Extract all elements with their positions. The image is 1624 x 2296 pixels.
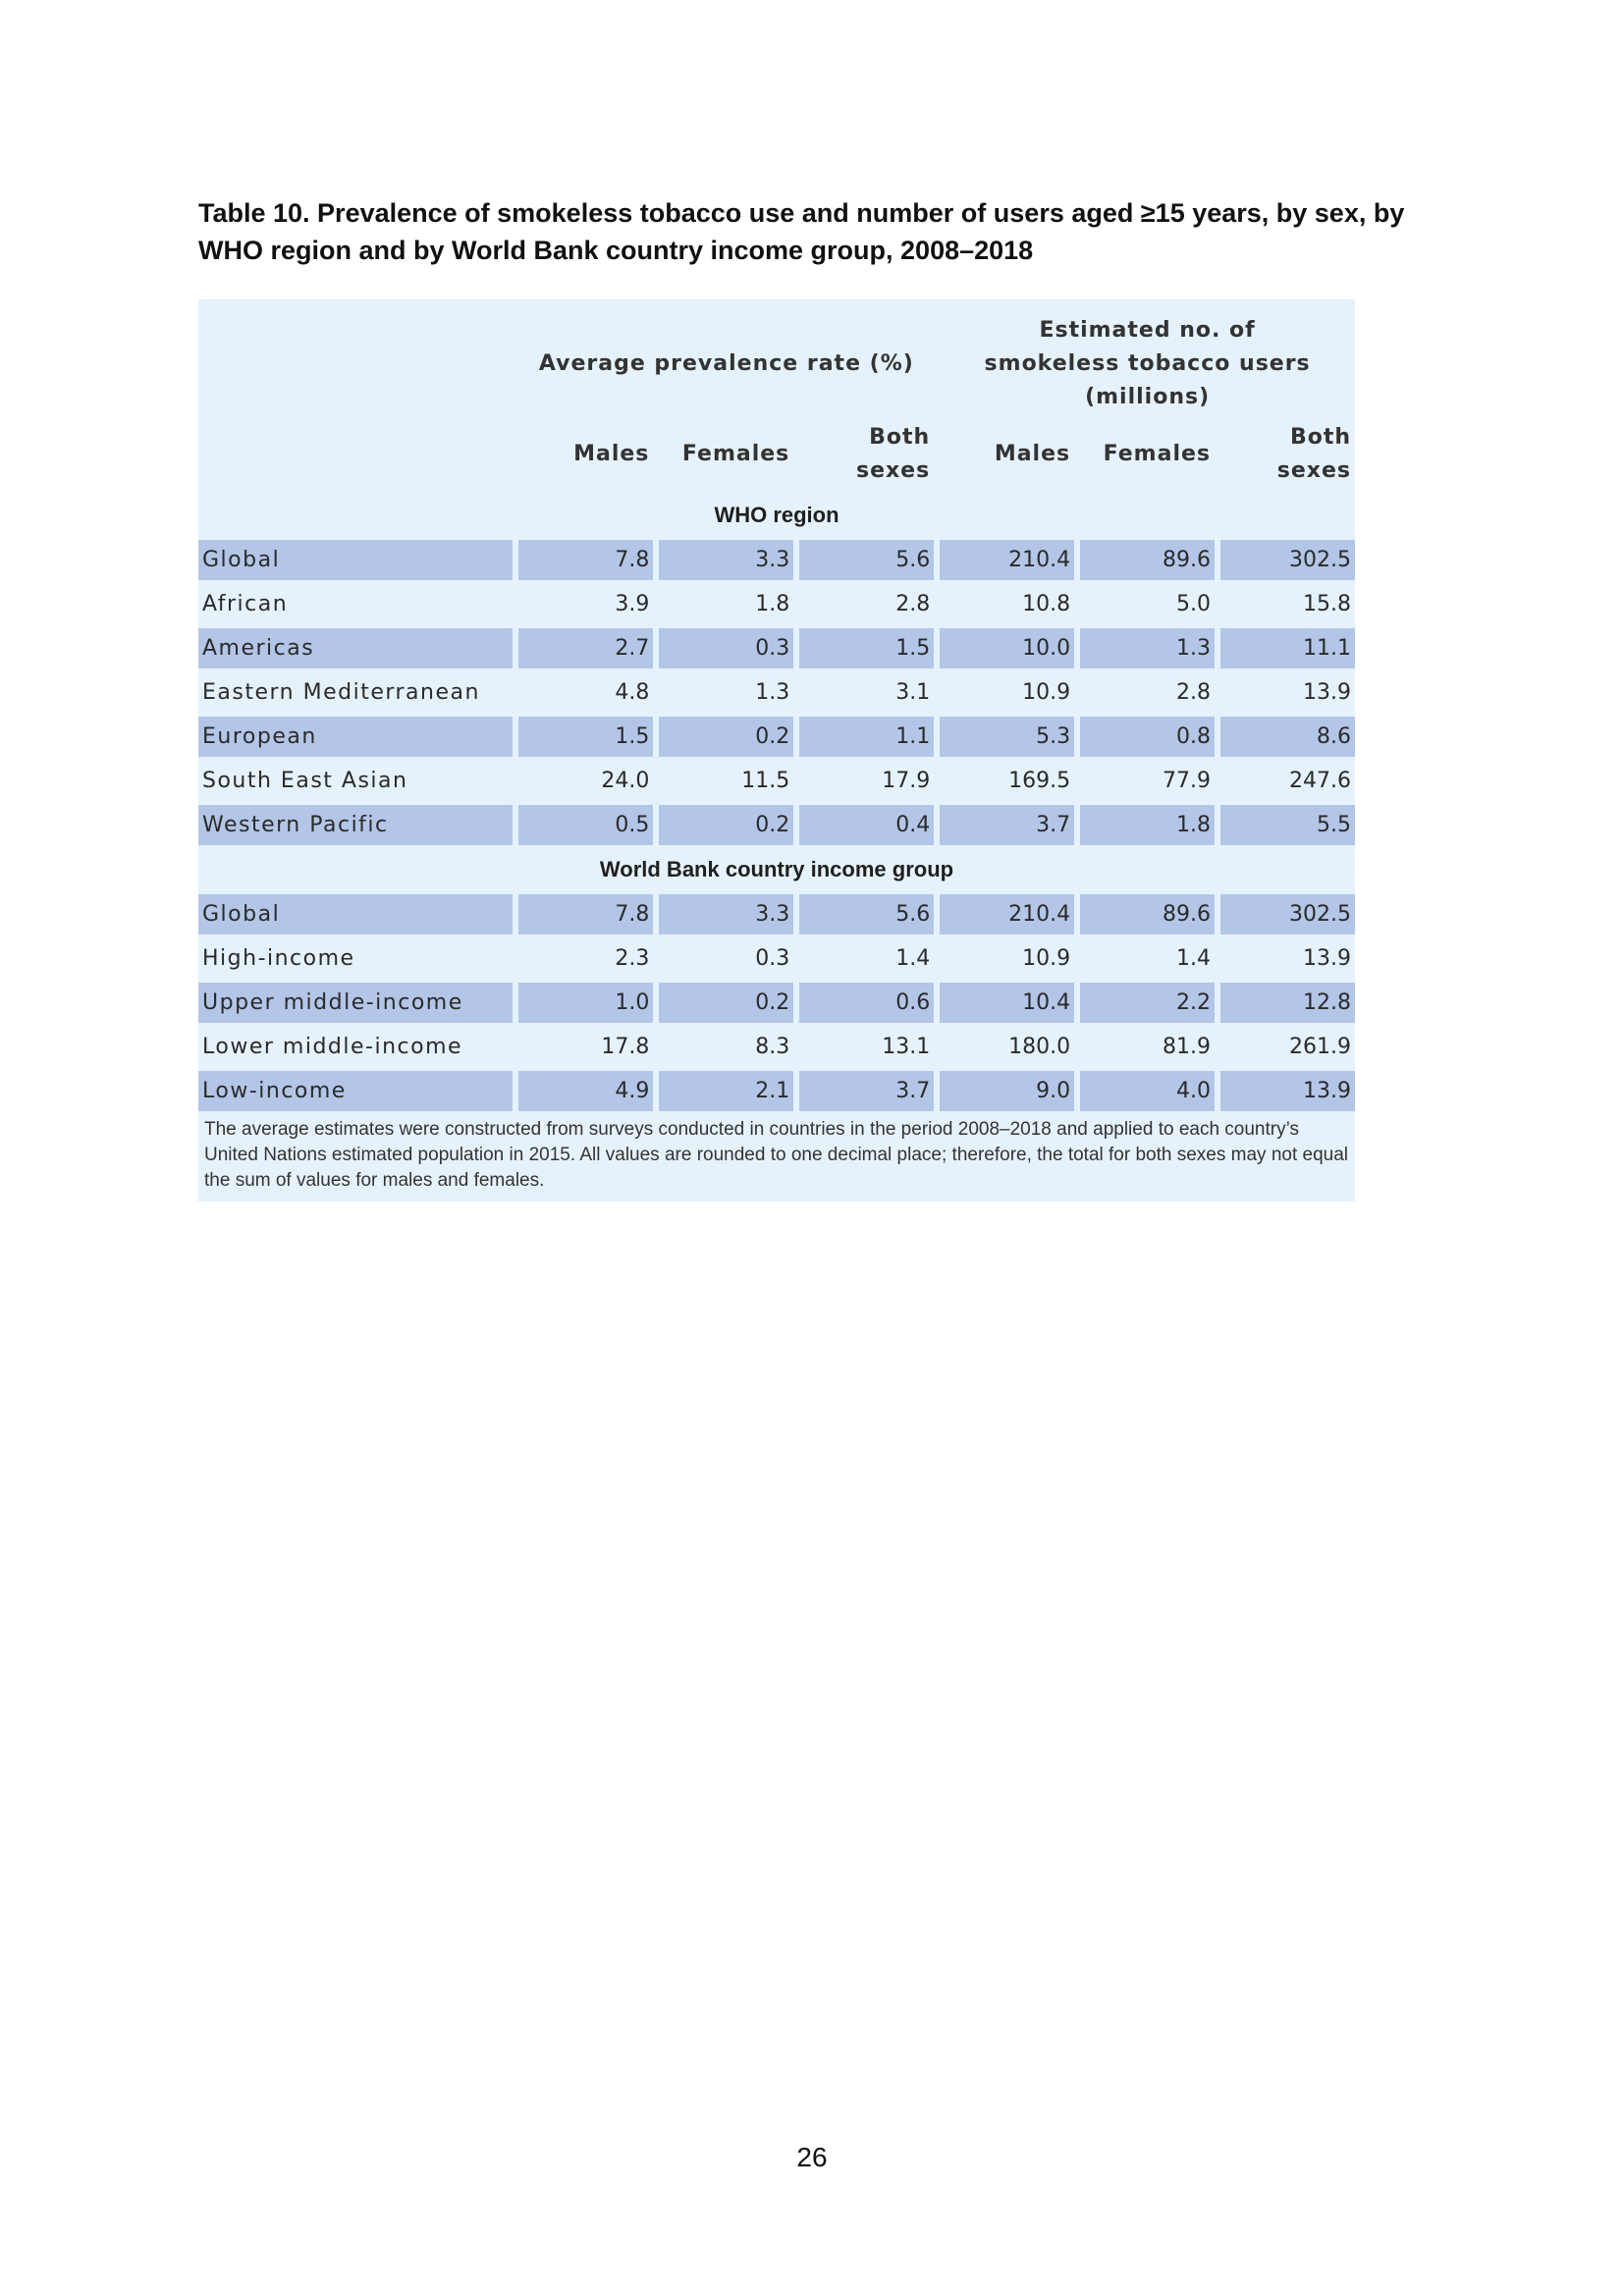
header-col-females: Females — [659, 418, 793, 491]
row-label: Eastern Mediterranean — [198, 672, 513, 713]
table-cell: 2.8 — [799, 584, 934, 624]
table-row — [198, 983, 1355, 1023]
table-cell: 10.0 — [940, 628, 1074, 668]
table-cell: 89.6 — [1080, 540, 1215, 580]
table-cell: 0.2 — [659, 717, 793, 757]
table-cell: 1.3 — [1080, 628, 1215, 668]
data-table-container — [198, 299, 1355, 1201]
header-col-both-sexes: Both sexes — [1220, 418, 1355, 491]
header-prevalence-group: Average prevalence rate (%) — [518, 314, 934, 414]
table-cell: 0.8 — [1080, 717, 1215, 757]
row-label: Low-income — [198, 1071, 513, 1111]
table-cell: 1.8 — [659, 584, 793, 624]
table-row — [198, 938, 1355, 979]
table-cell: 1.5 — [518, 717, 653, 757]
table-footnote: The average estimates were constructed from surveys conducted in countries in the period 2008–2018 and applied to each country’s United Nations estimated population in 2015. All values are rounded to one decimal place; therefore, the total for both sexes may not equal the sum of values for males and females. — [198, 1115, 1355, 1201]
table-cell: 24.0 — [518, 761, 653, 801]
table-cell: 17.9 — [799, 761, 934, 801]
table-cell: 17.8 — [518, 1027, 653, 1067]
table-cell: 4.8 — [518, 672, 653, 713]
table-cell: 89.6 — [1080, 894, 1215, 934]
table-cell: 3.3 — [659, 894, 793, 934]
table-cell: 3.7 — [799, 1071, 934, 1111]
table-cell: 0.2 — [659, 805, 793, 845]
table-cell: 77.9 — [1080, 761, 1215, 801]
table-cell: 9.0 — [940, 1071, 1074, 1111]
page-number: 26 — [796, 2142, 828, 2172]
table-cell: 3.7 — [940, 805, 1074, 845]
table-cell: 8.3 — [659, 1027, 793, 1067]
table-cell: 1.8 — [1080, 805, 1215, 845]
table-title: Table 10. Prevalence of smokeless tobacco use and number of users aged ≥15 years, by sex, by WHO region and by World Bank country income group, 2008–2018 — [198, 198, 1405, 265]
table-cell: 5.5 — [1220, 805, 1355, 845]
table-row — [198, 1071, 1355, 1111]
table-cell: 15.8 — [1220, 584, 1355, 624]
section-label: WHO region — [198, 495, 1355, 536]
table-cell: 10.4 — [940, 983, 1074, 1023]
table-cell: 1.1 — [799, 717, 934, 757]
table-cell: 261.9 — [1220, 1027, 1355, 1067]
table-cell: 210.4 — [940, 540, 1074, 580]
row-label: Lower middle-income — [198, 1027, 513, 1067]
table-row — [198, 805, 1355, 845]
header-col-males: Males — [940, 418, 1074, 491]
section-label: World Bank country income group — [198, 849, 1355, 890]
table-cell: 10.9 — [940, 672, 1074, 713]
row-label: South East Asian — [198, 761, 513, 801]
row-label: Global — [198, 894, 513, 934]
table-cell: 13.1 — [799, 1027, 934, 1067]
table-cell: 0.5 — [518, 805, 653, 845]
table-cell: 10.9 — [940, 938, 1074, 979]
table-row — [198, 717, 1355, 757]
table-row — [198, 584, 1355, 624]
table-cell: 13.9 — [1220, 672, 1355, 713]
table-cell: 2.3 — [518, 938, 653, 979]
table-cell: 11.1 — [1220, 628, 1355, 668]
table-cell: 2.1 — [659, 1071, 793, 1111]
table-cell: 2.2 — [1080, 983, 1215, 1023]
table-cell: 7.8 — [518, 894, 653, 934]
table-cell: 81.9 — [1080, 1027, 1215, 1067]
table-cell: 0.2 — [659, 983, 793, 1023]
table-row — [198, 894, 1355, 934]
table-cell: 302.5 — [1220, 894, 1355, 934]
prevalence-table — [192, 310, 1361, 1115]
section-header-row — [198, 849, 1355, 890]
row-label: African — [198, 584, 513, 624]
table-cell: 5.6 — [799, 540, 934, 580]
table-cell: 2.7 — [518, 628, 653, 668]
row-label: High-income — [198, 938, 513, 979]
table-cell: 1.0 — [518, 983, 653, 1023]
table-cell: 11.5 — [659, 761, 793, 801]
header-users-group: Estimated no. of smokeless tobacco users (millions) — [940, 314, 1355, 414]
header-col-both-sexes: Both sexes — [799, 418, 934, 491]
table-cell: 1.4 — [799, 938, 934, 979]
table-cell: 169.5 — [940, 761, 1074, 801]
table-cell: 8.6 — [1220, 717, 1355, 757]
table-cell: 4.0 — [1080, 1071, 1215, 1111]
table-row — [198, 761, 1355, 801]
table-cell: 1.3 — [659, 672, 793, 713]
row-label: European — [198, 717, 513, 757]
table-cell: 5.0 — [1080, 584, 1215, 624]
row-label: Global — [198, 540, 513, 580]
header-group-row — [198, 314, 1355, 414]
section-header-row — [198, 495, 1355, 536]
table-cell: 0.6 — [799, 983, 934, 1023]
table-cell: 13.9 — [1220, 938, 1355, 979]
row-label: Americas — [198, 628, 513, 668]
table-cell: 3.9 — [518, 584, 653, 624]
table-cell: 2.8 — [1080, 672, 1215, 713]
table-cell: 3.3 — [659, 540, 793, 580]
table-cell: 1.5 — [799, 628, 934, 668]
table-cell: 12.8 — [1220, 983, 1355, 1023]
table-cell: 302.5 — [1220, 540, 1355, 580]
table-cell: 210.4 — [940, 894, 1074, 934]
table-cell: 0.4 — [799, 805, 934, 845]
row-label: Western Pacific — [198, 805, 513, 845]
table-cell: 180.0 — [940, 1027, 1074, 1067]
table-cell: 3.1 — [799, 672, 934, 713]
table-cell: 1.4 — [1080, 938, 1215, 979]
header-corner — [198, 314, 513, 491]
table-cell: 5.3 — [940, 717, 1074, 757]
header-col-females: Females — [1080, 418, 1215, 491]
table-row — [198, 1027, 1355, 1067]
table-cell: 0.3 — [659, 938, 793, 979]
table-cell: 0.3 — [659, 628, 793, 668]
table-cell: 247.6 — [1220, 761, 1355, 801]
table-cell: 10.8 — [940, 584, 1074, 624]
table-cell: 13.9 — [1220, 1071, 1355, 1111]
table-cell: 4.9 — [518, 1071, 653, 1111]
table-cell: 5.6 — [799, 894, 934, 934]
row-label: Upper middle-income — [198, 983, 513, 1023]
table-row — [198, 628, 1355, 668]
table-row — [198, 540, 1355, 580]
table-cell: 7.8 — [518, 540, 653, 580]
header-col-males: Males — [518, 418, 653, 491]
table-row — [198, 672, 1355, 713]
